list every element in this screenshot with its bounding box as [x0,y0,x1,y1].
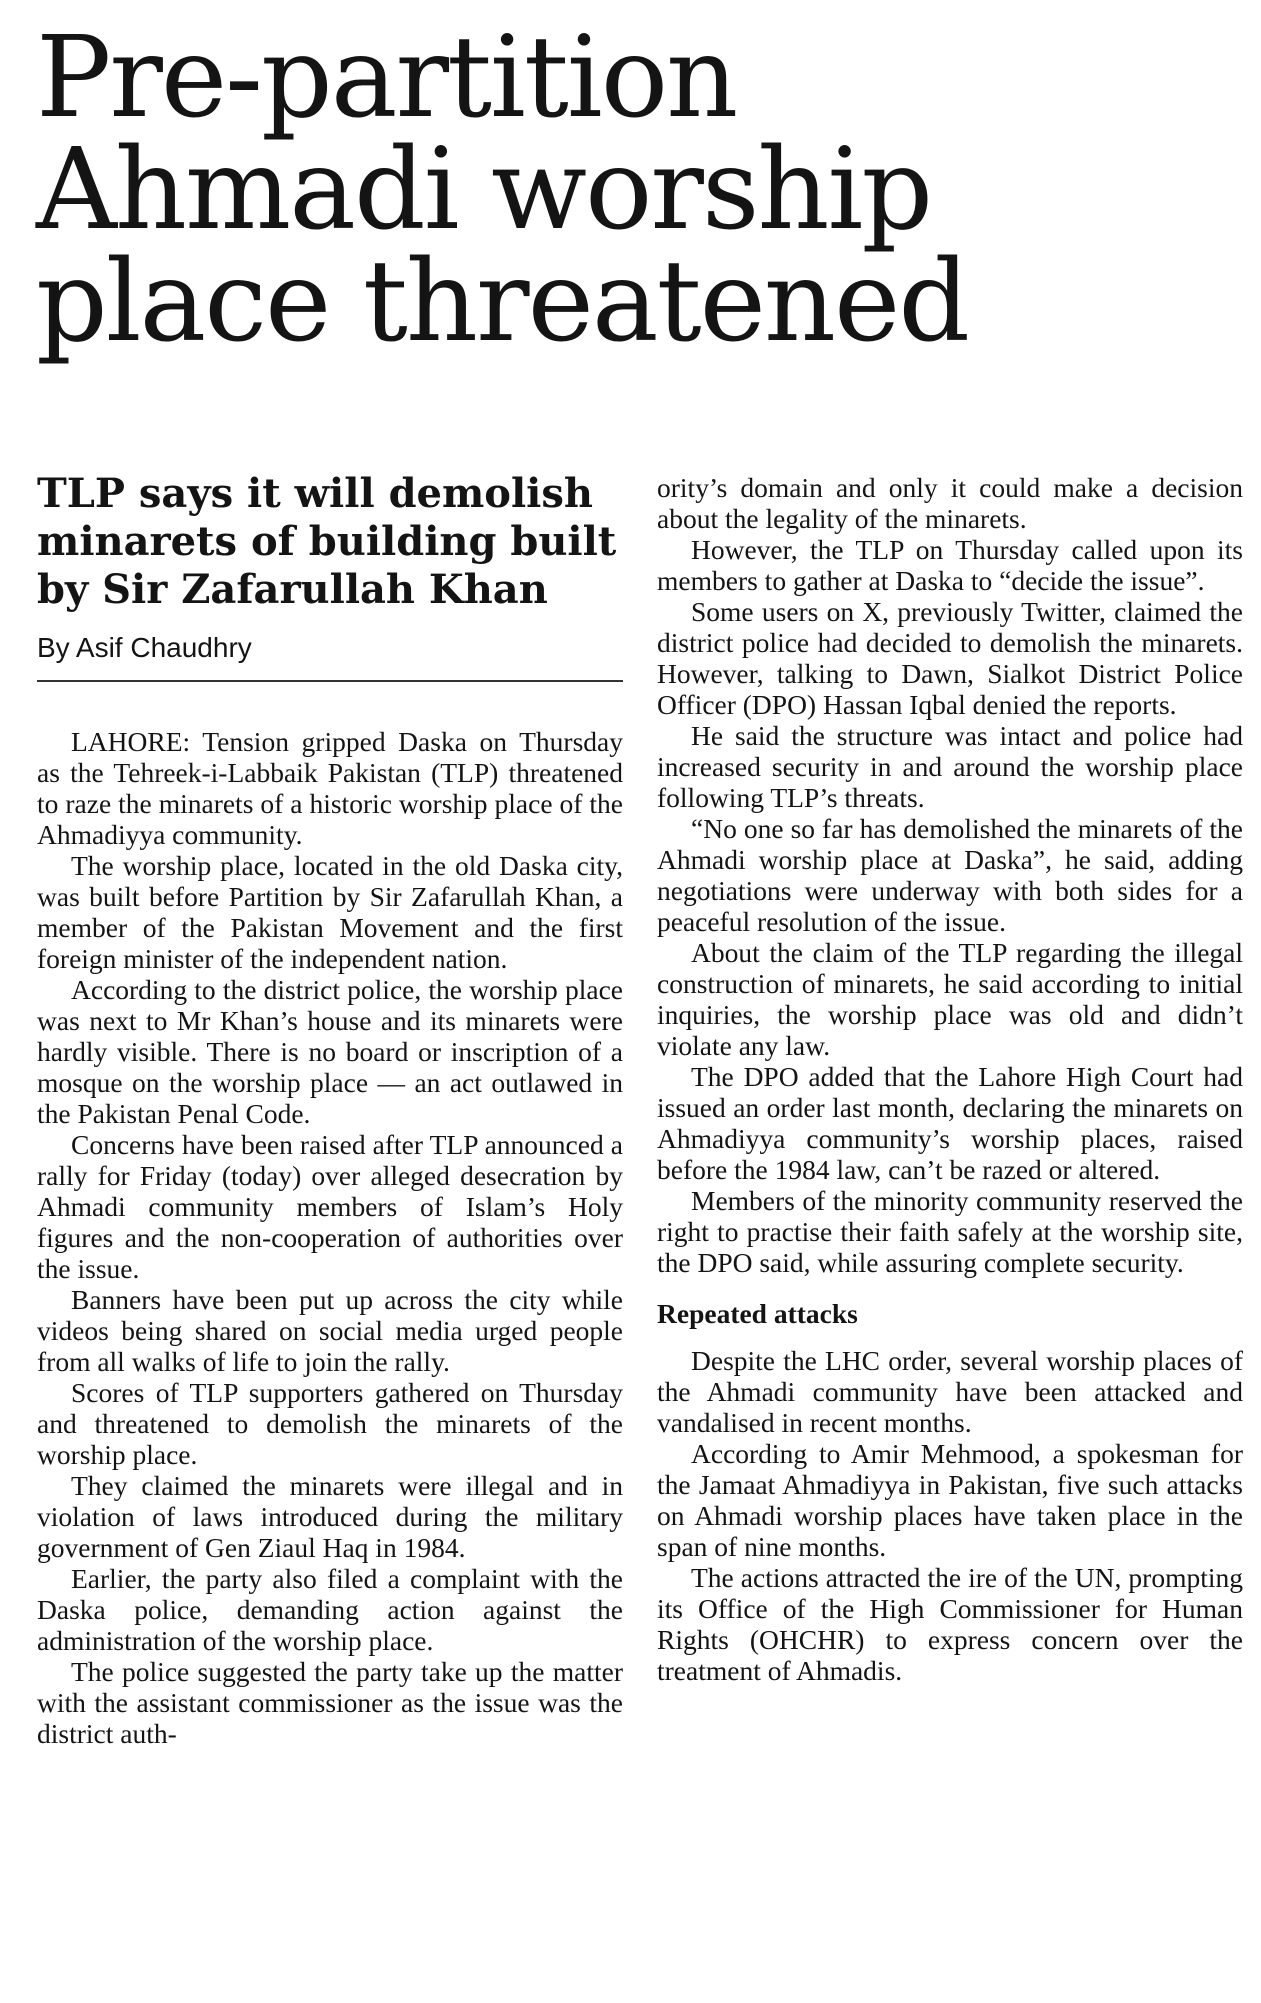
headline-line: Ahmadi worship [36,125,932,255]
headline-line: place threatened [36,237,969,367]
section-heading: Repeated attacks [657,1298,858,1329]
paragraph: He said the structure was intact and police had increased security in and around the worship place following TLP’s threats. [657,720,1243,813]
paragraph: LAHORE: Tension gripped Daska on Thursday as the Tehreek-i-Labbaik Pakistan (TLP) threatened to raze the minarets of a historic worship place of the Ahmadiyya community. [37,726,623,850]
paragraph: Some users on X, previously Twitter, claimed the district police had decided to demolish the minarets. However, talking to Dawn, Sialkot District Police Officer (DPO) Hassan Iqbal denied the reports. [657,596,1243,720]
paragraph: Banners have been put up across the city while videos being shared on social media urged people from all walks of life to join the rally. [37,1284,623,1377]
article-column-right [657,472,1243,1686]
paragraph: The police suggested the party take up the matter with the assistant commissioner as the issue was the district auth- [37,1656,623,1749]
paragraph: The DPO added that the Lahore High Court had issued an order last month, declaring the minarets on Ahmadiyya community’s worship places, raised before the 1984 law, can’t be razed or altered. [657,1061,1243,1185]
article-column-left [37,470,623,1749]
paragraph: About the claim of the TLP regarding the illegal construction of minarets, he said according to initial inquiries, the worship place was old and didn’t violate any law. [657,937,1243,1061]
paragraph: ority’s domain and only it could make a decision about the legality of the minarets. [657,472,1243,534]
paragraph: “No one so far has demolished the minarets of the Ahmadi worship place at Daska”, he said, adding negotiations were underway with both sides for a peaceful resolution of the issue. [657,813,1243,937]
paragraph: The actions attracted the ire of the UN, prompting its Office of the High Commissioner for Human Rights (OHCHR) to express concern over the treatment of Ahmadis. [657,1562,1243,1686]
headline-line: Pre-partition [36,13,737,143]
paragraph: Despite the LHC order, several worship places of the Ahmadi community have been attacked and vandalised in recent months. [657,1345,1243,1438]
paragraph: Scores of TLP supporters gathered on Thursday and threatened to demolish the minarets of the worship place. [37,1377,623,1470]
paragraph: However, the TLP on Thursday called upon its members to gather at Daska to “decide the issue”. [657,534,1243,596]
paragraph: Members of the minority community reserved the right to practise their faith safely at the worship site, the DPO said, while assuring complete security. [657,1185,1243,1278]
byline: By Asif Chaudhry [37,630,623,682]
paragraph: Earlier, the party also filed a complaint with the Daska police, demanding action against the administration of the worship place. [37,1563,623,1656]
paragraph: They claimed the minarets were illegal and in violation of laws introduced during the military government of Gen Ziaul Haq in 1984. [37,1470,623,1563]
subheadline: TLP says it will demolish minarets of building built by Sir Zafarullah Khan [37,470,617,613]
paragraph: The worship place, located in the old Daska city, was built before Partition by Sir Zafarullah Khan, a member of the Pakistan Movement and the first foreign minister of the independent nation. [37,850,623,974]
paragraph: Concerns have been raised after TLP announced a rally for Friday (today) over alleged desecration by Ahmadi community members of Islam’s Holy figures and the non-cooperation of authorities over the issue. [37,1129,623,1284]
headline [36,13,1216,367]
paragraph: According to the district police, the worship place was next to Mr Khan’s house and its minarets were hardly visible. There is no board or inscription of a mosque on the worship place — an act outlawed in the Pakistan Penal Code. [37,974,623,1129]
paragraph: According to Amir Mehmood, a spokesman for the Jamaat Ahmadiyya in Pakistan, five such attacks on Ahmadi worship places have taken place in the span of nine months. [657,1438,1243,1562]
